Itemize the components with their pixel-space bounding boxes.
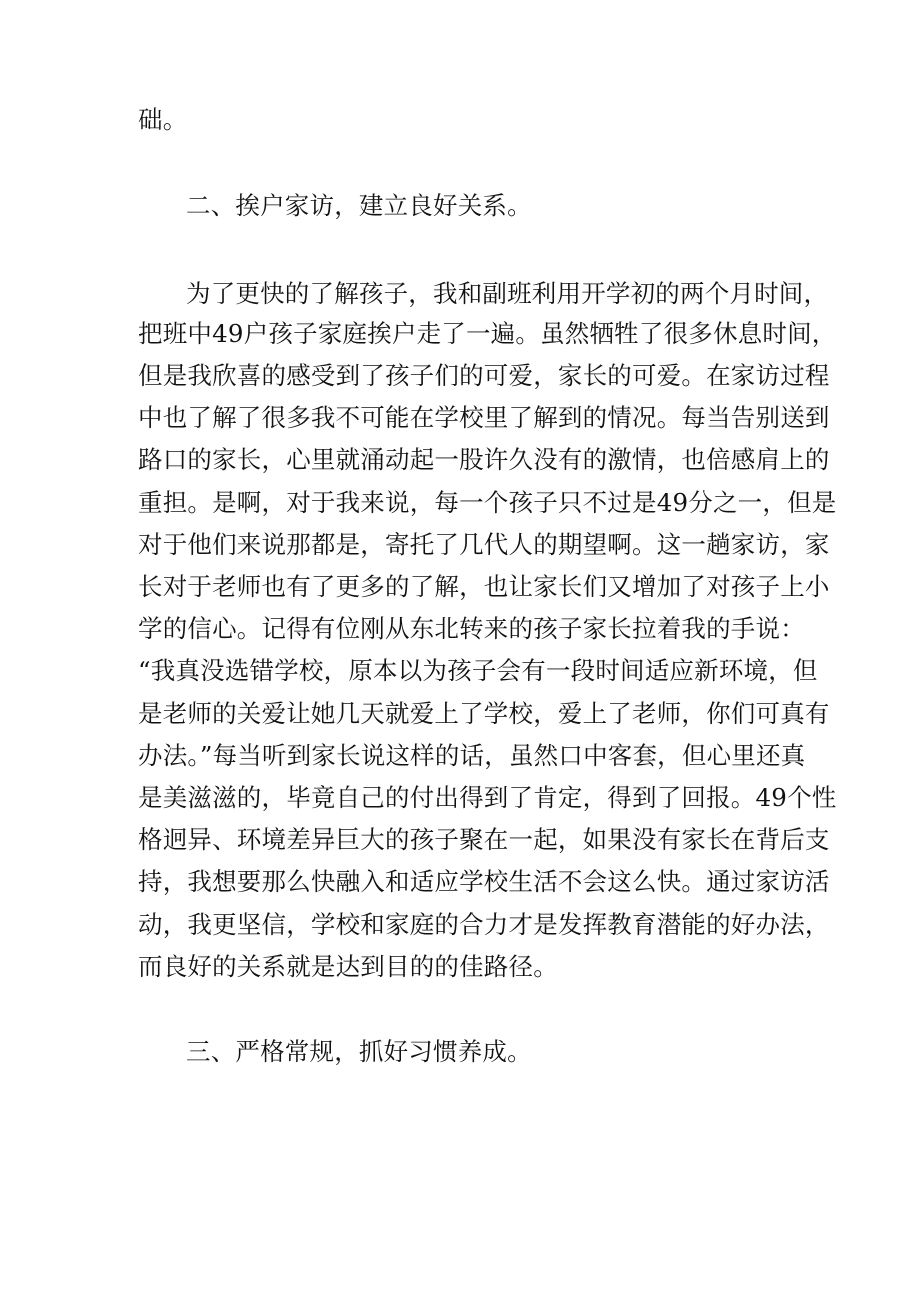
paragraph-line: “我真没选错学校，原本以为孩子会有一段时间适应新环境，但 — [138, 656, 818, 685]
paragraph-line: 学的信心。记得有位刚从东北转来的孩子家长拉着我的手说： — [138, 614, 805, 643]
section-heading: 三、严格常规，抓好习惯养成。 — [186, 1037, 532, 1066]
paragraph-line: 中也了解了很多我不可能在学校里了解到的情况。每当告别送到 — [138, 403, 830, 432]
paragraph-line: 长对于老师也有了更多的了解，也让家长们又增加了对孩子上小 — [138, 572, 830, 601]
paragraph-line: 是美滋滋的，毕竟自己的付出得到了肯定，得到了回报。49个性 — [138, 783, 837, 812]
paragraph-line: 格迥异、环境差异巨大的孩子聚在一起，如果没有家长在背后支 — [138, 825, 830, 854]
section-heading: 二、挨户家访，建立良好关系。 — [186, 191, 532, 220]
paragraph-line: 动，我更坚信，学校和家庭的合力才是发挥教育潜能的好办法， — [138, 910, 830, 939]
paragraph-line: 但是我欣喜的感受到了孩子们的可爱，家长的可爱。在家访过程 — [138, 361, 830, 390]
paragraph-line: 为了更快的了解孩子，我和副班利用开学初的两个月时间， — [186, 279, 829, 308]
text-line: 础。 — [138, 105, 188, 134]
paragraph-line: 是老师的关爱让她几天就爱上了学校，爱上了老师，你们可真有 — [138, 699, 830, 728]
paragraph-line: 路口的家长，心里就涌动起一股许久没有的激情，也倍感肩上的 — [138, 445, 830, 474]
paragraph-line: 而良好的关系就是达到目的的佳路径。 — [138, 952, 558, 981]
paragraph-line: 对于他们来说那都是，寄托了几代人的期望啊。这一趟家访，家 — [138, 530, 830, 559]
paragraph-line: 重担。是啊，对于我来说，每一个孩子只不过是49分之一，但是 — [138, 488, 837, 517]
paragraph-line: 持，我想要那么快融入和适应学校生活不会这么快。通过家访活 — [138, 867, 830, 896]
paragraph-line: 办法。”每当听到家长说这样的话，虽然口中客套，但心里还真 — [138, 741, 806, 770]
paragraph-line: 把班中49户孩子家庭挨户走了一遍。虽然牺牲了很多休息时间， — [138, 319, 837, 348]
